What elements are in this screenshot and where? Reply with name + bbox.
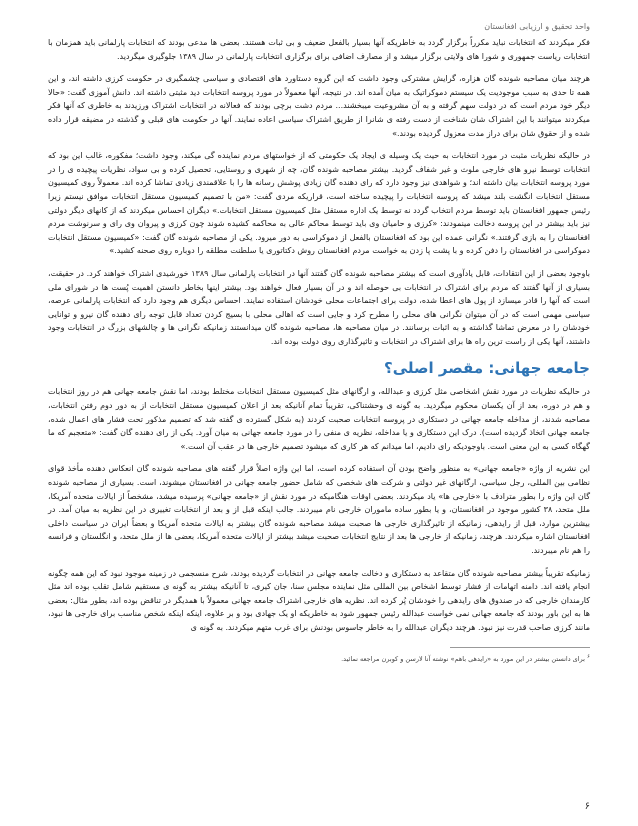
page-number: ۶	[584, 801, 590, 812]
body-paragraph-1: فکر میکردند که انتخابات نباید مکرراً برگزار گردد به خاطریکه آنها بسیار بالفعل ضعیف و بی ثبات هستند. بعضی ها مدعی بودند که انتخابات پارلمانی باید همزمان با انتخابات ریاست جمهوری و شورا های ولایتی برگزار میشد و از مصارف اضافی برای برگزاری انتخابات پارلمانی در سال ۱۳۸۹ جلوگیری میگردید.	[48, 38, 590, 61]
running-header: واحد تحقیق و ارزیابی افغانستان	[484, 22, 590, 31]
footnote-marker: ۶	[587, 653, 590, 660]
body-paragraph-4: باوجود بعضی از این انتقادات، قابل یادآوری است که بیشتر مصاحبه شونده گان گفتند آنها در انتخابات پارلمانی سال ۱۳۸۹ خورشیدی اشتراک خواهند کرد. در حقیقت، بسیاری از آنها گفتند که مردم برای اشتراک در انتخابات بی حوصله اند و در آن بسیار فعال خواهند بود. بیشتر اینها بخاطر دانستن اهمیت پُست ها در شورای ملی است که آنها را قادر میسازد از پول های اعطا شده، دولت برای اجتماعات محلی خودشان استفاده نمایند. احساس دیگری هم وجود دارد که انتخابات پارلمانی عرصه، سیاسی مهمی است که در آن میتوان نگرانی های محلی را مطرح کرد و جایی است که اهالی محلی با بسیج کردن تعداد قابل توجه رای دهنده گان نیرو و توانایی خودشان را در معرض تماشا گذاشته و به اثبات برسانند. در میان مصاحبه ها، مصاحبه شونده گان میدانستند زمانیکه نگرانی ها و چالشهای بزرگ در انتخابات وجود داشتند، آنها یکی از راست ترین راه ها برای اشتراک در انتخابات و تاثیرگذاری روی دولت بوده اند.	[48, 268, 590, 346]
body-paragraph-3: در حالیکه نظریات مثبت در مورد انتخابات به حیث یک وسیله ی ایجاد یک حکومتی که از خواستهای مردم نماینده گی میکند، وجود داشت؛ مفکوره، غالب این بود که انتخابات توسط نیرو های خارجی ملوث و غیر شفاف گردید. بیشتر مصاحبه شونده گان، چه از شهری و روستایی، تحصیل کرده و بی سواد، نظریات پیچیده ی را در مورد پروسه انتخابات بیان داشته اند؛ و شواهدی نیز وجود دارد که رای دهنده گان زیادی پوشش رسانه ها را با علاقمندی زیادی تماشا کرده اند. معمولاً روی کمیسیون مستقل انتخابات انگشت بلند میشد که پروسه انتخابات را پیچیده ساخته است، قراریکه مردی گفت: «من با تصمیم کمیسیون مستقل انتخابات موافق نیستم زیرا رئیس جمهور افغانستان باید توسط مردم انتخاب گردد نه توسط یک اداره مستقل مثل کمیسیون مستقل انتخابات.» دیگران احساس میکردند که از کانهای دیگر دولتی نیز باید بیشتر در این پروسه دخالت مینمودند: «کرزی و حامیان وی باید توسط محاکم عالی به محاکمه کشیده شوند چون کرزی و پیروان وی رای و سرنوشت مردم افغانستان را به بازی گرفتند.» نگرانی عمده این بود که افغانستان بالفعل از دموکراسی به دور میرود. یکی از مصاحبه شونده گان گفت: «کمیسیون مستقل انتخابات دموکراسی در افغانستان را دفن کرده و با پشت پا زدن به خواست مردم افغانستان روش دکتاتوری یا سلطنت مطلقه را دوباره روی صحنه کشید.»	[48, 151, 590, 256]
body-paragraph-2: هرچند میان مصاحبه شونده گان هزاره، گرایش مشترکی وجود داشت که این گروه دستاورد های اقتصادی و سیاسی چشمگیری در حکومت کرزی داشته اند، و این همه تا حدی به سبب موجودیت یک سیستم دموکراتیک به میان آمده اند. در نتیجه، آنها معمولاً در مورد پروسه انتخابات دید مثبتی داشته اند. دانش آموزی گفت: «حالا دیگر خود مردم است که در دولت سهم گرفته و به آن مشروعیت میبخشند... مردم دشت برچی بودند که فعالانه در انتخابات اشتراک ورزیدند به خاطری که آنها فکر میکردند میتوانند با این اشتراک شان شناخت از دست رفته ی شانرا از طریق اشتراک سیاسی اعاده نمایند. آنها در حکومت های قبلی و گذشته در مضیقه قرار داده شده و از حقوق شان برای دراز مدت معزول گردیده بودند.»	[48, 74, 590, 138]
body-paragraph-5: در حالیکه نظریات در مورد نقش اشخاصی مثل کرزی و عبدالله، و ارگانهای مثل کمیسیون مستقل انتخابات مختلط بودند، اما نقش جامعه جهانی هم در روز انتخابات و هم در دوره، بعد از آن یکسان محکوم میگردید. به گونه ی وحشتناکی، تقریباً تمام آنانیکه بعد از اعلان کمیسیون مستقل انتخابات از به دور دوم رفتن انتخابات، مصاحبه شدند، از مداخله جامعه جهانی در دستکاری در پروسه انتخابات صحبت کردند (به شکل گسترده ی گفته شد که تصمیم مذکور تحت فشار های اعمال شده، جامعه جهانی اتخاذ گردیده است). درک این دستکاری و یا مداخله، نظریه ی منفی را در مورد جامعه جهانی به میان آورد. یکی از رای دهنده گان گفت: «متعجبم که ما گهگاه کسی به این معنی است. باوجودیکه رای دادیم، اما میدانم که هر کاری که میشود تصمیم خارجی ها در عقب آن است.»	[48, 387, 590, 451]
section-heading: جامعه جهانی: مقصر اصلی؟	[384, 359, 590, 378]
footnote	[48, 652, 590, 664]
footnote-text: برای دانستن بیشتر در این مورد به «رایدهی باهم» نوشته آنا لارسن و کوبرن مراجعه نمائید.	[341, 654, 585, 663]
body-paragraph-6: این نشریه از واژه «جامعه جهانی» به منظور واضح بودن آن استفاده کرده است، اما این واژه اصلاً قرار گفته های مصاحبه شونده گان انعکاس دهنده مأخذ قوای نظامی بین المللی، رجل سیاسی، ارگانهای غیر دولتی و شرکت های شخصی که شامل حضور جامعه جهانی در افغانستان میشوند، است. بسیاری از مصاحبه شونده گان این واژه را بطور مترادف با «خارجی ها» یاد میکردند. بعضی اوقات هنگامیکه در مورد نقش از «جامعه جهانی» پرسیده میشد، مشخصاً از ایالات متحده آمریکا، ملل متحد، ۳۸ کشور موجود در افغانستان، و یا بطور ساده ماموران خارجی نام میبردند. جالب اینکه قبل از و بعد از انتخابات تغییری در این نظریه به میان آمد. در بیشترین موارد، قبل از رایدهی، زمانیکه از تاثیرگذاری خارجی ها صحبت میشد مصاحبه شونده گان بیشتر به ایالات متحده آمریکا و بعضاً ایران در سیاست داخلی افغانستان اشاره میکردند. هرچند، زمانیکه از خارجی ها بعد از نتایج انتخابات صحبت میشد بیشتر از ایالات متحده آمریکا، بعضی ها از ملل متحد، و انگلستان و فرانسه را هم نام میبردند.	[48, 464, 590, 555]
body-paragraph-7: زمانیکه تقریباً بیشتر مصاحبه شونده گان متقاعد به دستکاری و دخالت جامعه جهانی در انتخابات گردیده بودند، شرح منسجمی در زمینه موجود نبود که این همه چگونه انجام یافته اند. دامنه اتهامات از فشار توسط اشخاص بین المللی مثل نماینده مجلس سنا، جان کیری، تا آنانیکه بیشتر به گونه ی مستقیم شامل تقلب بوده اند مثل کارمندان خارجی که در صندوق های رایدهی را خودشان پُر کرده اند. نظریه های خارجی اشتراک جامعه جهانی معمولاً با همدیگر در تناقض بوده اند، بطور مثال: بعضی ها به این باور بودند که جامعه جهانی نمی خواست عبدالله رئیس جمهور شود به خاطریکه او یک جهادی بود و بر علاوه، اینکه اینکه شخص مناسب برای خارجی ها نبود، مانند کرزی صاحب قدرت نیز نبود. هرچند دیگران عبدالله را به خاطر جاسوس بودنش برای غرب متهم میکردند. به گونه ی	[48, 568, 590, 632]
footnote-divider	[450, 647, 590, 648]
